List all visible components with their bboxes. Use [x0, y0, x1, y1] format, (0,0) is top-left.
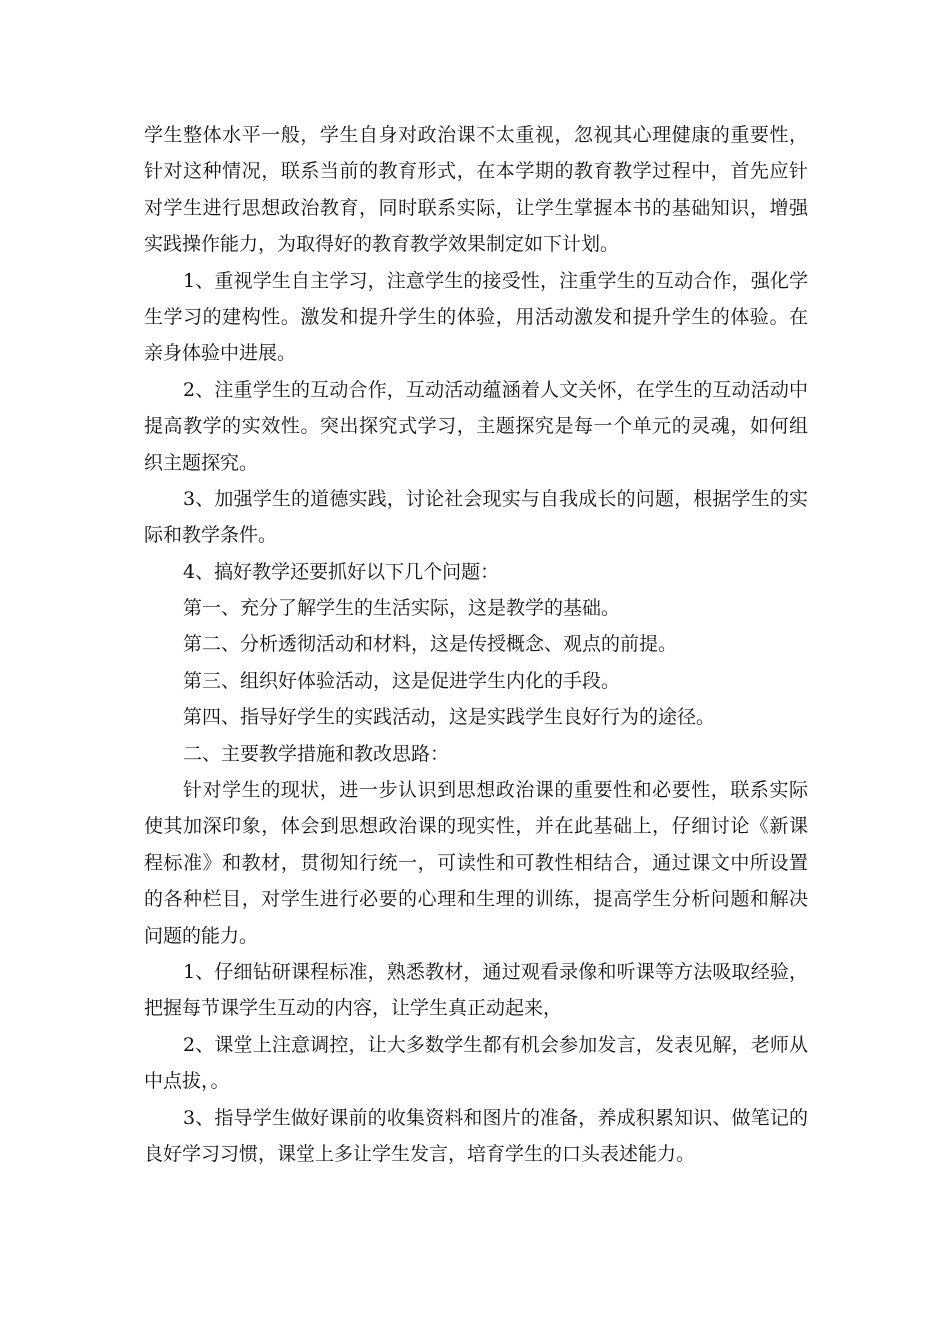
text-line: 第三、组织好体验活动，这是促进学生内化的手段。	[183, 669, 621, 692]
text-line: 使其加深印象，体会到思想政治课的现实性，并在此基础上，仔细讨论《新课	[144, 815, 808, 838]
text-line: 的各种栏目，对学生进行必要的心理和生理的训练，提高学生分析问题和解决	[144, 888, 808, 911]
text-line: 3、加强学生的道德实践，讨论社会现实与自我成长的问题，根据学生的实	[183, 487, 808, 510]
text-line: 2、课堂上注意调控，让大多数学生都有机会参加发言，发表见解，老师从	[183, 1033, 808, 1056]
text-line: 学生整体水平一般，学生自身对政治课不太重视，忽视其心理健康的重要性，	[144, 124, 808, 146]
text-line: 程标准》和教材，贯彻知行统一，可读性和可教性相结合，通过课文中所设置	[144, 851, 808, 874]
document-body	[144, 117, 808, 1172]
text-line: 生学习的建构性。激发和提升学生的体验，用活动激发和提升学生的体验。在	[144, 305, 808, 328]
text-line: 亲身体验中进展。	[144, 342, 297, 365]
text-line: 第二、分析透彻活动和材料，这是传授概念、观点的前提。	[183, 633, 678, 656]
text-line: 1、仔细钻研课程标准，熟悉教材，通过观看录像和听课等方法吸取经验，	[183, 960, 808, 983]
text-line: 实践操作能力，为取得好的教育教学效果制定如下计划。	[144, 233, 620, 256]
text-line: 良好学习习惯，课堂上多让学生发言，培育学生的口头表述能力。	[144, 1142, 696, 1165]
text-line: 2、注重学生的互动合作，互动活动蕴涵着人文关怀，在学生的互动活动中	[183, 378, 808, 401]
text-line: 问题的能力。	[144, 924, 259, 947]
text-line: 第一、充分了解学生的生活实际，这是教学的基础。	[183, 597, 621, 620]
text-line: 把握每节课学生互动的内容，让学生真正动起来，	[144, 997, 563, 1020]
text-line: 针对学生的现状，进一步认识到思想政治课的重要性和必要性，联系实际	[183, 779, 808, 802]
text-line: 4、搞好教学还要抓好以下几个问题：	[183, 560, 500, 583]
text-line: 中点拔，。	[144, 1070, 230, 1093]
text-line: 1、重视学生自主学习，注意学生的接受性，注重学生的互动合作，强化学	[183, 269, 808, 292]
text-line: 际和教学条件。	[144, 524, 278, 547]
text-line: 对学生进行思想政治教育，同时联系实际，让学生掌握本书的基础知识，增强	[144, 196, 808, 219]
text-line: 第四、指导好学生的实践活动，这是实践学生良好行为的途径。	[183, 706, 716, 729]
text-line: 提高教学的实效性。突出探究式学习，主题探究是每一个单元的灵魂，如何组	[144, 415, 808, 438]
text-line: 针对这种情况，联系当前的教育形式，在本学期的教育教学过程中，首先应针	[144, 160, 808, 183]
text-line: 3、指导学生做好课前的收集资料和图片的准备，养成积累知识、做笔记的	[183, 1106, 808, 1129]
text-line: 织主题探究。	[144, 451, 259, 474]
section-heading: 二、主要教学措施和教改思路：	[183, 742, 450, 765]
